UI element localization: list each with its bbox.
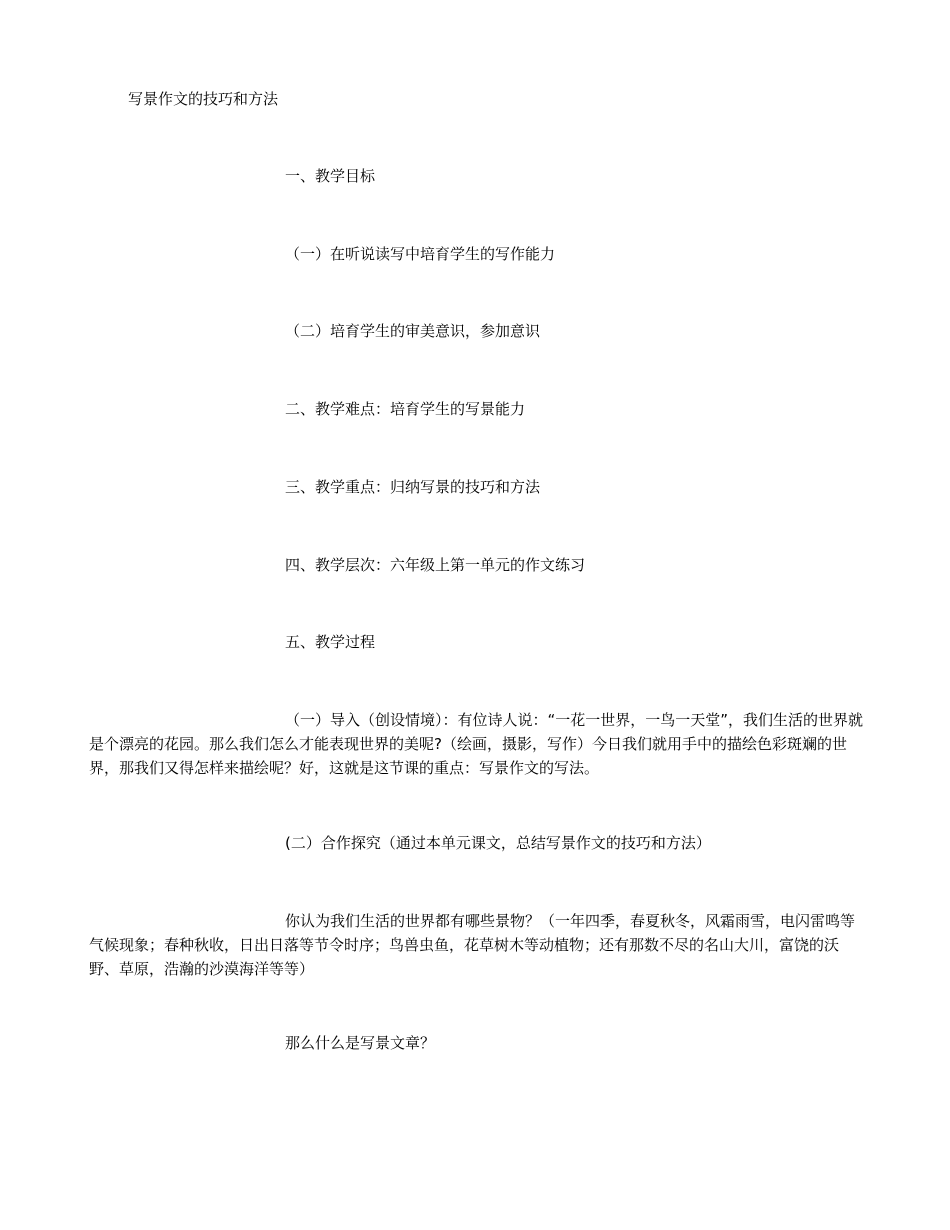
heading-teaching-focus: 三、教学重点：归纳写景的技巧和方法 [285, 478, 541, 496]
heading-cooperative-inquiry: (二）合作探究（通过本单元课文，总结写景作文的技巧和方法） [285, 834, 711, 852]
goal-item-2: （二）培育学生的审美意识，参加意识 [285, 322, 541, 340]
goal-item-1: （一）在听说读写中培育学生的写作能力 [285, 245, 556, 263]
question-line: 那么什么是写景文章？ [285, 1034, 436, 1052]
paragraph-scenery: 你认为我们生活的世界都有哪些景物？（一年四季，春夏秋冬，风霜雨雪，电闪雷鸣等气候现象；春种秋收，日出日落等节令时序；鸟兽虫鱼，花草树木等动植物；还有那数不尽的名山大川，富饶的沃野、草原，浩瀚的沙漠海洋等等） [89, 912, 856, 978]
heading-teaching-process: 五、教学过程 [285, 633, 376, 651]
heading-teaching-level: 四、教学层次：六年级上第一单元的作文练习 [285, 556, 586, 574]
heading-teaching-goals: 一、教学目标 [285, 167, 376, 185]
heading-teaching-difficulty: 二、教学难点：培育学生的写景能力 [285, 400, 526, 418]
document-title: 写景作文的技巧和方法 [128, 90, 279, 108]
paragraph-intro: （一）导入（创设情境）：有位诗人说：“一花一世界，一鸟一天堂”，我们生活的世界就是个漂亮的花园。那么我们怎么才能表现世界的美呢?（绘画，摄影，写作）今日我们就用手中的描绘色彩斑斓的世界，那我们又得怎样来描绘呢？好，这就是这节课的重点：写景作文的写法。 [89, 711, 864, 777]
